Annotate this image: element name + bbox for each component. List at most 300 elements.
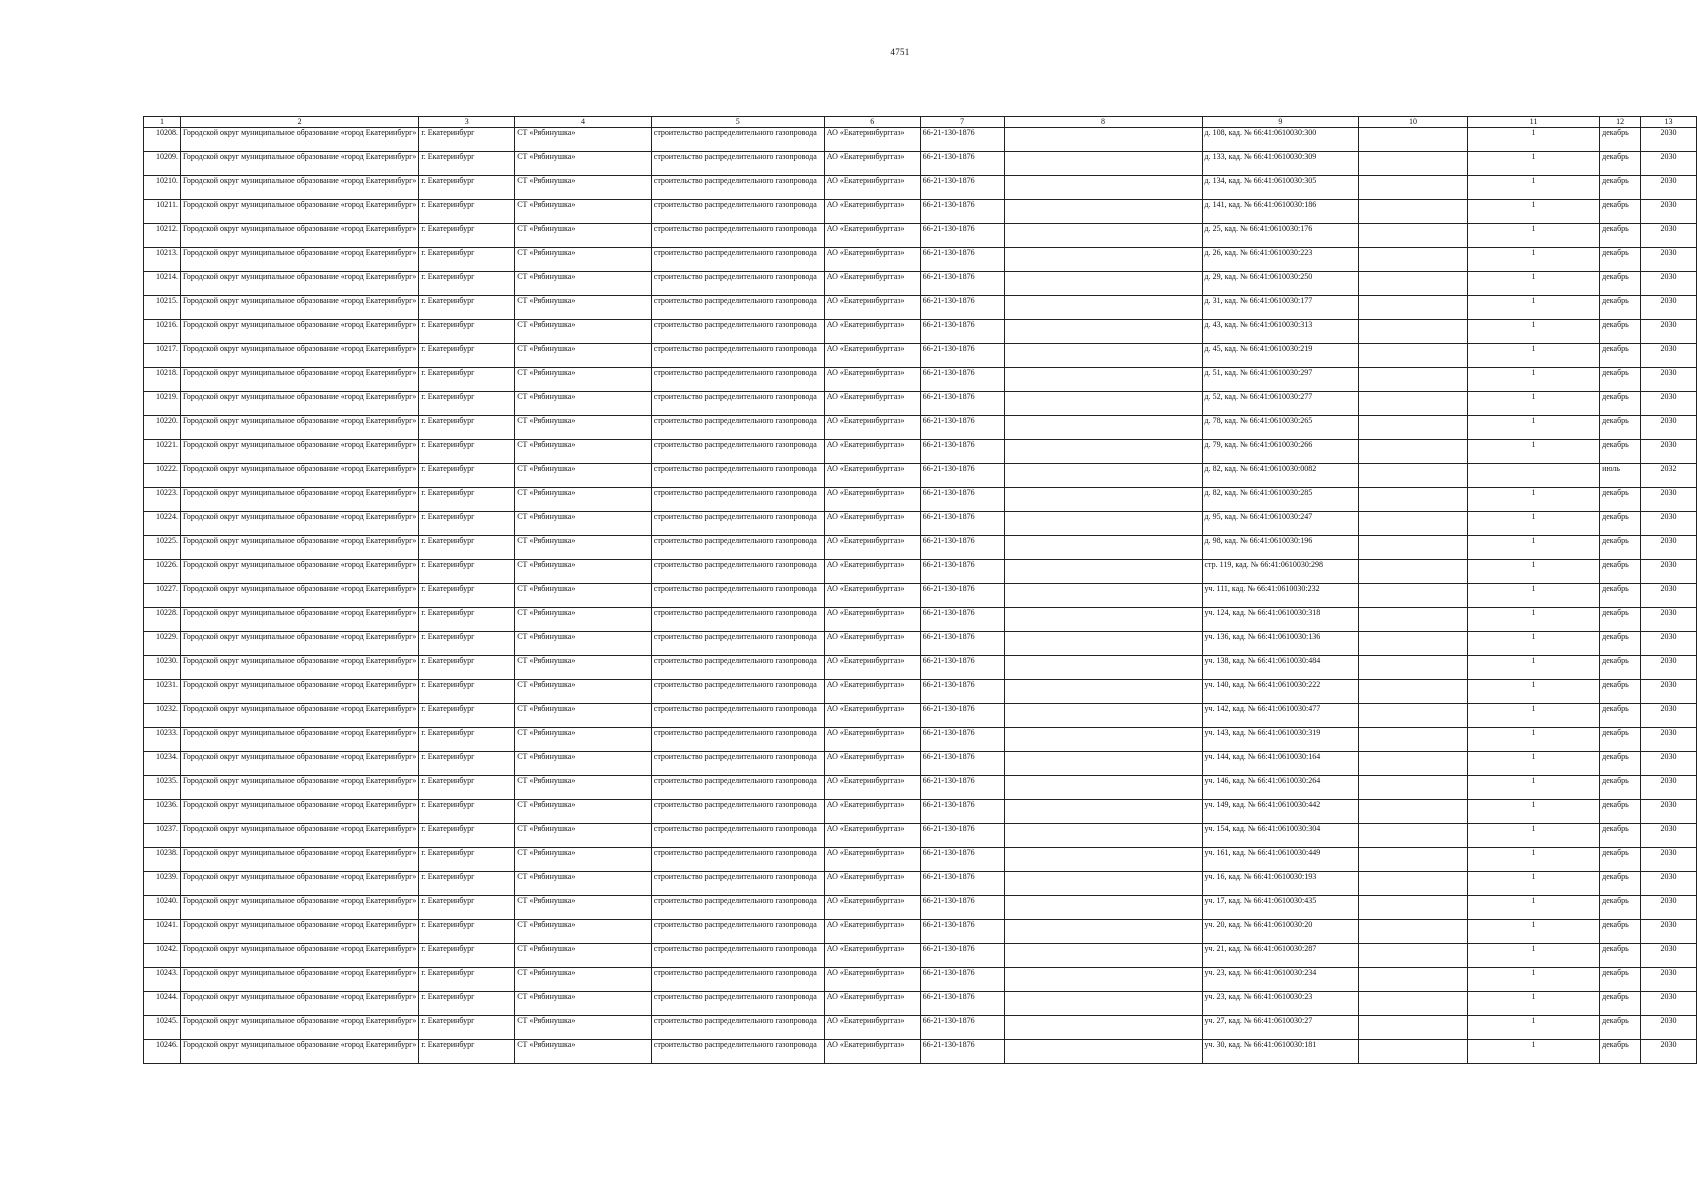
year-cell: 2030 [1641,368,1697,392]
city-cell: г. Екатеринбург [419,776,515,800]
work-type-cell: строительство распределительного газопровода [651,800,824,824]
owner-cell: Городской округ муниципальное образование «город Екатеринбург» [180,416,418,440]
address-cell: уч. 17, кад. № 66:41:0610030:435 [1202,896,1359,920]
table-row [144,200,1697,224]
settlement-cell: СТ «Рябинушка» [515,584,652,608]
month-cell: декабрь [1600,368,1641,392]
work-type-cell: строительство распределительного газопровода [651,920,824,944]
address-cell: д. 45, кад. № 66:41:0610030:219 [1202,344,1359,368]
year-cell: 2030 [1641,416,1697,440]
table-row [144,440,1697,464]
work-type-cell: строительство распределительного газопровода [651,728,824,752]
row-number-cell: 10235. [144,776,181,800]
organization-cell: АО «Екатеринбурггаз» [824,368,920,392]
organization-cell: АО «Екатеринбурггаз» [824,632,920,656]
owner-cell: Городской округ муниципальное образование «город Екатеринбург» [180,344,418,368]
row-number-cell: 10244. [144,992,181,1016]
year-cell: 2030 [1641,728,1697,752]
settlement-cell: СТ «Рябинушка» [515,896,652,920]
settlement-cell: СТ «Рябинушка» [515,704,652,728]
quantity-cell: 1 [1467,752,1599,776]
column-header-11: 11 [1467,117,1599,128]
organization-cell: АО «Екатеринбурггаз» [824,152,920,176]
settlement-cell: СТ «Рябинушка» [515,152,652,176]
work-type-cell: строительство распределительного газопровода [651,248,824,272]
column-8-cell [1004,272,1202,296]
column-10-cell [1359,440,1467,464]
column-8-cell [1004,752,1202,776]
registry-code-cell: 66-21-130-1876 [920,896,1004,920]
gasification-registry-table [143,116,1697,1064]
row-number-cell: 10229. [144,632,181,656]
city-cell: г. Екатеринбург [419,968,515,992]
registry-code-cell: 66-21-130-1876 [920,728,1004,752]
row-number-cell: 10215. [144,296,181,320]
column-10-cell [1359,680,1467,704]
column-10-cell [1359,752,1467,776]
table-row [144,320,1697,344]
table-row [144,800,1697,824]
registry-code-cell: 66-21-130-1876 [920,656,1004,680]
organization-cell: АО «Екатеринбурггаз» [824,1016,920,1040]
row-number-cell: 10223. [144,488,181,512]
address-cell: уч. 143, кад. № 66:41:0610030:319 [1202,728,1359,752]
work-type-cell: строительство распределительного газопровода [651,896,824,920]
column-8-cell [1004,680,1202,704]
month-cell: декабрь [1600,800,1641,824]
column-8-cell [1004,992,1202,1016]
registry-code-cell: 66-21-130-1876 [920,152,1004,176]
quantity-cell: 1 [1467,872,1599,896]
city-cell: г. Екатеринбург [419,464,515,488]
table-row [144,680,1697,704]
column-10-cell [1359,464,1467,488]
column-8-cell [1004,296,1202,320]
address-cell: д. 29, кад. № 66:41:0610030:250 [1202,272,1359,296]
year-cell: 2030 [1641,584,1697,608]
registry-code-cell: 66-21-130-1876 [920,920,1004,944]
quantity-cell: 1 [1467,416,1599,440]
row-number-cell: 10238. [144,848,181,872]
quantity-cell: 1 [1467,440,1599,464]
organization-cell: АО «Екатеринбурггаз» [824,656,920,680]
month-cell: декабрь [1600,536,1641,560]
owner-cell: Городской округ муниципальное образование «город Екатеринбург» [180,128,418,152]
work-type-cell: строительство распределительного газопровода [651,1040,824,1064]
organization-cell: АО «Екатеринбурггаз» [824,488,920,512]
year-cell: 2030 [1641,824,1697,848]
month-cell: декабрь [1600,200,1641,224]
owner-cell: Городской округ муниципальное образование «город Екатеринбург» [180,200,418,224]
row-number-cell: 10236. [144,800,181,824]
year-cell: 2030 [1641,224,1697,248]
month-cell: декабрь [1600,896,1641,920]
registry-code-cell: 66-21-130-1876 [920,704,1004,728]
column-10-cell [1359,704,1467,728]
organization-cell: АО «Екатеринбурггаз» [824,920,920,944]
quantity-cell: 1 [1467,968,1599,992]
table-row [144,224,1697,248]
address-cell: уч. 161, кад. № 66:41:0610030:449 [1202,848,1359,872]
registry-code-cell: 66-21-130-1876 [920,968,1004,992]
registry-code-cell: 66-21-130-1876 [920,824,1004,848]
organization-cell: АО «Екатеринбурггаз» [824,776,920,800]
quantity-cell: 1 [1467,1016,1599,1040]
owner-cell: Городской округ муниципальное образование «город Екатеринбург» [180,248,418,272]
organization-cell: АО «Екатеринбурггаз» [824,896,920,920]
city-cell: г. Екатеринбург [419,704,515,728]
column-8-cell [1004,848,1202,872]
table-row [144,728,1697,752]
quantity-cell: 1 [1467,152,1599,176]
quantity-cell: 1 [1467,176,1599,200]
column-10-cell [1359,128,1467,152]
work-type-cell: строительство распределительного газопровода [651,536,824,560]
registry-code-cell: 66-21-130-1876 [920,200,1004,224]
month-cell: декабрь [1600,1040,1641,1064]
page-number: 4751 [890,47,910,57]
column-header-4: 4 [515,117,652,128]
month-cell: декабрь [1600,968,1641,992]
address-cell: стр. 119, кад. № 66:41:0610030:298 [1202,560,1359,584]
table-row [144,896,1697,920]
quantity-cell: 1 [1467,992,1599,1016]
column-10-cell [1359,368,1467,392]
owner-cell: Городской округ муниципальное образование «город Екатеринбург» [180,512,418,536]
address-cell: уч. 144, кад. № 66:41:0610030:164 [1202,752,1359,776]
address-cell: уч. 146, кад. № 66:41:0610030:264 [1202,776,1359,800]
column-10-cell [1359,728,1467,752]
settlement-cell: СТ «Рябинушка» [515,920,652,944]
registry-code-cell: 66-21-130-1876 [920,224,1004,248]
address-cell: уч. 142, кад. № 66:41:0610030:477 [1202,704,1359,728]
row-number-cell: 10228. [144,608,181,632]
work-type-cell: строительство распределительного газопровода [651,992,824,1016]
work-type-cell: строительство распределительного газопровода [651,1016,824,1040]
city-cell: г. Екатеринбург [419,752,515,776]
quantity-cell: 1 [1467,368,1599,392]
registry-code-cell: 66-21-130-1876 [920,488,1004,512]
address-cell: д. 133, кад. № 66:41:0610030:309 [1202,152,1359,176]
owner-cell: Городской округ муниципальное образование «город Екатеринбург» [180,536,418,560]
row-number-cell: 10221. [144,440,181,464]
month-cell: декабрь [1600,392,1641,416]
table-row [144,248,1697,272]
address-cell: уч. 136, кад. № 66:41:0610030:136 [1202,632,1359,656]
column-header-1: 1 [144,117,181,128]
year-cell: 2030 [1641,560,1697,584]
organization-cell: АО «Екатеринбурггаз» [824,608,920,632]
city-cell: г. Екатеринбург [419,944,515,968]
address-cell: уч. 140, кад. № 66:41:0610030:222 [1202,680,1359,704]
work-type-cell: строительство распределительного газопровода [651,680,824,704]
organization-cell: АО «Екатеринбурггаз» [824,944,920,968]
month-cell: декабрь [1600,1016,1641,1040]
owner-cell: Городской округ муниципальное образование «город Екатеринбург» [180,584,418,608]
registry-code-cell: 66-21-130-1876 [920,320,1004,344]
quantity-cell: 1 [1467,1040,1599,1064]
quantity-cell: 1 [1467,296,1599,320]
owner-cell: Городской округ муниципальное образование «город Екатеринбург» [180,176,418,200]
column-10-cell [1359,1040,1467,1064]
year-cell: 2030 [1641,152,1697,176]
owner-cell: Городской округ муниципальное образование «город Екатеринбург» [180,272,418,296]
city-cell: г. Екатеринбург [419,152,515,176]
city-cell: г. Екатеринбург [419,632,515,656]
address-cell: уч. 21, кад. № 66:41:0610030:287 [1202,944,1359,968]
quantity-cell [1467,464,1599,488]
address-cell: уч. 27, кад. № 66:41:0610030:27 [1202,1016,1359,1040]
column-10-cell [1359,200,1467,224]
work-type-cell: строительство распределительного газопровода [651,320,824,344]
table-row [144,752,1697,776]
registry-code-cell: 66-21-130-1876 [920,272,1004,296]
month-cell: декабрь [1600,272,1641,296]
settlement-cell: СТ «Рябинушка» [515,392,652,416]
column-10-cell [1359,272,1467,296]
table-row [144,368,1697,392]
column-8-cell [1004,464,1202,488]
owner-cell: Городской округ муниципальное образование «город Екатеринбург» [180,368,418,392]
year-cell: 2030 [1641,440,1697,464]
address-cell: д. 79, кад. № 66:41:0610030:266 [1202,440,1359,464]
column-8-cell [1004,512,1202,536]
organization-cell: АО «Екатеринбурггаз» [824,176,920,200]
organization-cell: АО «Екатеринбурггаз» [824,416,920,440]
city-cell: г. Екатеринбург [419,656,515,680]
work-type-cell: строительство распределительного газопровода [651,656,824,680]
column-10-cell [1359,152,1467,176]
column-10-cell [1359,608,1467,632]
city-cell: г. Екатеринбург [419,344,515,368]
year-cell: 2030 [1641,680,1697,704]
owner-cell: Городской округ муниципальное образование «город Екатеринбург» [180,728,418,752]
quantity-cell: 1 [1467,560,1599,584]
owner-cell: Городской округ муниципальное образование «город Екатеринбург» [180,920,418,944]
table-row [144,536,1697,560]
column-8-cell [1004,224,1202,248]
column-10-cell [1359,512,1467,536]
year-cell: 2030 [1641,944,1697,968]
owner-cell: Городской округ муниципальное образование «город Екатеринбург» [180,224,418,248]
table-row [144,344,1697,368]
column-10-cell [1359,224,1467,248]
column-header-13: 13 [1641,117,1697,128]
column-8-cell [1004,440,1202,464]
organization-cell: АО «Екатеринбурггаз» [824,464,920,488]
registry-code-cell: 66-21-130-1876 [920,680,1004,704]
column-header-7: 7 [920,117,1004,128]
table-row [144,656,1697,680]
column-8-cell [1004,248,1202,272]
settlement-cell: СТ «Рябинушка» [515,272,652,296]
column-8-cell [1004,584,1202,608]
month-cell: декабрь [1600,632,1641,656]
owner-cell: Городской округ муниципальное образование «город Екатеринбург» [180,896,418,920]
work-type-cell: строительство распределительного газопровода [651,584,824,608]
registry-code-cell: 66-21-130-1876 [920,776,1004,800]
city-cell: г. Екатеринбург [419,920,515,944]
organization-cell: АО «Екатеринбурггаз» [824,824,920,848]
row-number-cell: 10217. [144,344,181,368]
address-cell: уч. 20, кад. № 66:41:0610030:20 [1202,920,1359,944]
column-8-cell [1004,200,1202,224]
registry-code-cell: 66-21-130-1876 [920,848,1004,872]
quantity-cell: 1 [1467,608,1599,632]
city-cell: г. Екатеринбург [419,584,515,608]
year-cell: 2030 [1641,248,1697,272]
column-8-cell [1004,176,1202,200]
settlement-cell: СТ «Рябинушка» [515,344,652,368]
month-cell: декабрь [1600,848,1641,872]
quantity-cell: 1 [1467,320,1599,344]
address-cell: уч. 154, кад. № 66:41:0610030:304 [1202,824,1359,848]
row-number-cell: 10242. [144,944,181,968]
column-header-6: 6 [824,117,920,128]
owner-cell: Городской округ муниципальное образование «город Екатеринбург» [180,440,418,464]
table-row [144,488,1697,512]
organization-cell: АО «Екатеринбурггаз» [824,248,920,272]
table-row [144,416,1697,440]
quantity-cell: 1 [1467,704,1599,728]
row-number-cell: 10245. [144,1016,181,1040]
column-8-cell [1004,920,1202,944]
month-cell: декабрь [1600,752,1641,776]
quantity-cell: 1 [1467,920,1599,944]
owner-cell: Городской округ муниципальное образование «город Екатеринбург» [180,1040,418,1064]
month-cell: декабрь [1600,128,1641,152]
month-cell: декабрь [1600,344,1641,368]
organization-cell: АО «Екатеринбурггаз» [824,320,920,344]
row-number-cell: 10213. [144,248,181,272]
organization-cell: АО «Екатеринбурггаз» [824,968,920,992]
city-cell: г. Екатеринбург [419,1016,515,1040]
settlement-cell: СТ «Рябинушка» [515,560,652,584]
organization-cell: АО «Екатеринбурггаз» [824,200,920,224]
registry-code-cell: 66-21-130-1876 [920,992,1004,1016]
table-row [144,848,1697,872]
table-row [144,392,1697,416]
work-type-cell: строительство распределительного газопровода [651,560,824,584]
table-row [144,176,1697,200]
month-cell: декабрь [1600,176,1641,200]
registry-code-cell: 66-21-130-1876 [920,344,1004,368]
address-cell: д. 78, кад. № 66:41:0610030:265 [1202,416,1359,440]
table-row [144,872,1697,896]
address-cell: д. 43, кад. № 66:41:0610030:313 [1202,320,1359,344]
city-cell: г. Екатеринбург [419,224,515,248]
row-number-cell: 10208. [144,128,181,152]
city-cell: г. Екатеринбург [419,680,515,704]
quantity-cell: 1 [1467,848,1599,872]
registry-code-cell: 66-21-130-1876 [920,176,1004,200]
work-type-cell: строительство распределительного газопровода [651,488,824,512]
month-cell: декабрь [1600,248,1641,272]
month-cell: декабрь [1600,944,1641,968]
table-row [144,272,1697,296]
work-type-cell: строительство распределительного газопровода [651,824,824,848]
quantity-cell: 1 [1467,800,1599,824]
column-header-9: 9 [1202,117,1359,128]
settlement-cell: СТ «Рябинушка» [515,776,652,800]
column-8-cell [1004,728,1202,752]
quantity-cell: 1 [1467,488,1599,512]
owner-cell: Городской округ муниципальное образование «город Екатеринбург» [180,608,418,632]
registry-code-cell: 66-21-130-1876 [920,392,1004,416]
registry-code-cell: 66-21-130-1876 [920,464,1004,488]
column-8-cell [1004,656,1202,680]
address-cell: д. 134, кад. № 66:41:0610030:305 [1202,176,1359,200]
settlement-cell: СТ «Рябинушка» [515,1016,652,1040]
owner-cell: Городской округ муниципальное образование «город Екатеринбург» [180,704,418,728]
column-8-cell [1004,1016,1202,1040]
quantity-cell: 1 [1467,272,1599,296]
city-cell: г. Екатеринбург [419,440,515,464]
row-number-cell: 10210. [144,176,181,200]
address-cell: д. 141, кад. № 66:41:0610030:186 [1202,200,1359,224]
owner-cell: Городской округ муниципальное образование «город Екатеринбург» [180,824,418,848]
organization-cell: АО «Екатеринбурггаз» [824,296,920,320]
work-type-cell: строительство распределительного газопровода [651,872,824,896]
month-cell: декабрь [1600,416,1641,440]
registry-code-cell: 66-21-130-1876 [920,752,1004,776]
work-type-cell: строительство распределительного газопровода [651,440,824,464]
settlement-cell: СТ «Рябинушка» [515,752,652,776]
row-number-cell: 10232. [144,704,181,728]
city-cell: г. Екатеринбург [419,200,515,224]
year-cell: 2030 [1641,848,1697,872]
table-row [144,968,1697,992]
column-8-cell [1004,704,1202,728]
column-8-cell [1004,1040,1202,1064]
owner-cell: Городской округ муниципальное образование «город Екатеринбург» [180,992,418,1016]
address-cell: д. 98, кад. № 66:41:0610030:196 [1202,536,1359,560]
column-10-cell [1359,920,1467,944]
organization-cell: АО «Екатеринбурггаз» [824,800,920,824]
city-cell: г. Екатеринбург [419,848,515,872]
month-cell: декабрь [1600,608,1641,632]
table-row [144,152,1697,176]
table-row [144,1016,1697,1040]
address-cell: д. 26, кад. № 66:41:0610030:223 [1202,248,1359,272]
settlement-cell: СТ «Рябинушка» [515,176,652,200]
column-header-2: 2 [180,117,418,128]
month-cell: декабрь [1600,320,1641,344]
column-10-cell [1359,584,1467,608]
month-cell: декабрь [1600,920,1641,944]
column-10-cell [1359,944,1467,968]
row-number-cell: 10246. [144,1040,181,1064]
organization-cell: АО «Екатеринбурггаз» [824,1040,920,1064]
settlement-cell: СТ «Рябинушка» [515,1040,652,1064]
quantity-cell: 1 [1467,896,1599,920]
month-cell: декабрь [1600,512,1641,536]
column-10-cell [1359,824,1467,848]
row-number-cell: 10224. [144,512,181,536]
city-cell: г. Екатеринбург [419,824,515,848]
column-10-cell [1359,320,1467,344]
month-cell: декабрь [1600,992,1641,1016]
column-10-cell [1359,992,1467,1016]
table-row [144,296,1697,320]
table-body [144,128,1697,1064]
column-8-cell [1004,488,1202,512]
column-10-cell [1359,176,1467,200]
address-cell: уч. 23, кад. № 66:41:0610030:234 [1202,968,1359,992]
column-8-cell [1004,320,1202,344]
work-type-cell: строительство распределительного газопровода [651,224,824,248]
organization-cell: АО «Екатеринбурггаз» [824,440,920,464]
